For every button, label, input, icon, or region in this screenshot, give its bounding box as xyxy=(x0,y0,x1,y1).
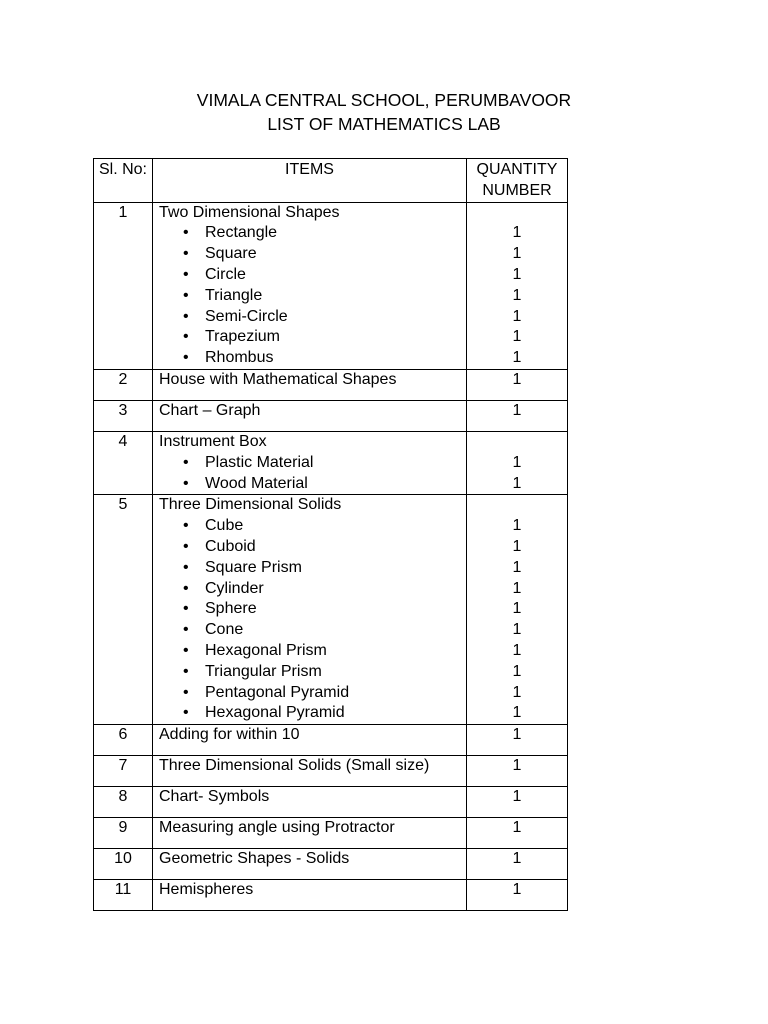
sub-item-name: Cylinder xyxy=(205,579,264,597)
table-row xyxy=(94,725,568,756)
sub-item-quantity: 1 xyxy=(512,474,522,492)
item-quantity: 1 xyxy=(512,881,522,899)
cell-item xyxy=(153,787,467,818)
cell-item xyxy=(153,369,467,400)
item-quantity: 1 xyxy=(512,757,522,775)
item-name: Instrument Box xyxy=(159,432,267,450)
sub-item xyxy=(159,453,466,474)
sub-item xyxy=(159,641,466,662)
math-lab-table xyxy=(93,158,568,911)
sub-item xyxy=(159,620,466,641)
sub-item-name: Triangle xyxy=(205,286,263,304)
sub-item-name: Cube xyxy=(205,517,244,535)
sub-item xyxy=(159,327,466,348)
table-header-row xyxy=(94,159,568,203)
sub-item xyxy=(159,662,466,683)
item-quantity: 1 xyxy=(512,850,522,868)
sub-item-name: Plastic Material xyxy=(205,453,314,471)
cell-item xyxy=(153,495,467,725)
cell-sl-no: 10 xyxy=(94,849,153,880)
sub-item-name: Cone xyxy=(205,621,244,639)
cell-item xyxy=(153,400,467,431)
table-row xyxy=(94,756,568,787)
sub-item xyxy=(159,244,466,265)
sub-item-name: Hexagonal Prism xyxy=(205,641,327,659)
cell-quantity xyxy=(467,725,568,756)
table-row xyxy=(94,369,568,400)
cell-sl-no: 6 xyxy=(94,725,153,756)
item-quantity: 1 xyxy=(512,401,522,419)
cell-quantity xyxy=(467,400,568,431)
item-name: Three Dimensional Solids (Small size) xyxy=(159,757,430,775)
bullet-icon: • xyxy=(183,286,189,304)
item-name: Chart – Graph xyxy=(159,401,261,419)
sub-item-name: Trapezium xyxy=(205,328,280,346)
header-items: ITEMS xyxy=(153,159,467,203)
cell-quantity xyxy=(467,818,568,849)
bullet-icon: • xyxy=(183,600,189,618)
item-name: Two Dimensional Shapes xyxy=(159,203,340,221)
sub-item-name: Wood Material xyxy=(205,474,308,492)
document-title: VIMALA CENTRAL SCHOOL, PERUMBAVOOR xyxy=(196,90,572,110)
sub-item-quantity: 1 xyxy=(512,600,522,618)
item-name: Geometric Shapes - Solids xyxy=(159,850,350,868)
sub-item-name: Sphere xyxy=(205,600,257,618)
sub-item-name: Cuboid xyxy=(205,537,256,555)
item-name: Hemispheres xyxy=(159,881,254,899)
qty-spacer xyxy=(467,432,567,453)
sub-item xyxy=(159,348,466,369)
table-row xyxy=(94,787,568,818)
cell-item xyxy=(153,725,467,756)
sub-item xyxy=(159,307,466,328)
cell-quantity xyxy=(467,202,568,369)
cell-sl-no: 2 xyxy=(94,369,153,400)
cell-quantity xyxy=(467,787,568,818)
cell-sl-no: 1 xyxy=(94,202,153,369)
sub-item-quantity: 1 xyxy=(512,328,522,346)
document-subtitle: LIST OF MATHEMATICS LAB xyxy=(267,114,501,134)
item-name: House with Mathematical Shapes xyxy=(159,370,397,388)
sub-item xyxy=(159,703,466,724)
table-row xyxy=(94,431,568,494)
cell-item xyxy=(153,202,467,369)
sub-item-name: Rectangle xyxy=(205,224,278,242)
bullet-icon: • xyxy=(183,265,189,283)
item-name: Three Dimensional Solids xyxy=(159,496,342,514)
cell-sl-no: 8 xyxy=(94,787,153,818)
sub-item-name: Rhombus xyxy=(205,349,274,367)
cell-item xyxy=(153,756,467,787)
sub-item xyxy=(159,599,466,620)
sub-item-name: Square Prism xyxy=(205,558,302,576)
sub-item-name: Square xyxy=(205,245,257,263)
item-quantity: 1 xyxy=(512,726,522,744)
sub-item xyxy=(159,223,466,244)
sub-item-quantity: 1 xyxy=(512,307,522,325)
sub-item xyxy=(159,537,466,558)
sub-item xyxy=(159,683,466,704)
sub-item-quantity: 1 xyxy=(512,558,522,576)
sub-item xyxy=(159,516,466,537)
cell-item xyxy=(153,849,467,880)
table-row xyxy=(94,849,568,880)
bullet-icon: • xyxy=(183,579,189,597)
sub-item-quantity: 1 xyxy=(512,683,522,701)
table-body xyxy=(94,202,568,911)
cell-item xyxy=(153,818,467,849)
cell-item xyxy=(153,880,467,911)
item-quantity: 1 xyxy=(512,819,522,837)
bullet-icon: • xyxy=(183,474,189,492)
bullet-icon: • xyxy=(183,621,189,639)
sub-item-quantity: 1 xyxy=(512,621,522,639)
cell-sl-no: 4 xyxy=(94,431,153,494)
cell-quantity xyxy=(467,849,568,880)
sub-item-quantity: 1 xyxy=(512,641,522,659)
sub-item-name: Triangular Prism xyxy=(205,662,322,680)
sub-item-quantity: 1 xyxy=(512,662,522,680)
item-quantity: 1 xyxy=(512,370,522,388)
table-row xyxy=(94,400,568,431)
sub-item-quantity: 1 xyxy=(512,224,522,242)
bullet-icon: • xyxy=(183,328,189,346)
bullet-icon: • xyxy=(183,537,189,555)
header-sl-no: Sl. No: xyxy=(94,159,153,203)
bullet-icon: • xyxy=(183,704,189,722)
sub-item-quantity: 1 xyxy=(512,265,522,283)
cell-quantity xyxy=(467,369,568,400)
sub-item xyxy=(159,286,466,307)
sub-item xyxy=(159,265,466,286)
bullet-icon: • xyxy=(183,558,189,576)
item-name: Chart- Symbols xyxy=(159,788,270,806)
header-quantity: QUANTITY NUMBER xyxy=(467,159,568,203)
sub-item-name: Semi-Circle xyxy=(205,307,288,325)
item-name: Adding for within 10 xyxy=(159,726,300,744)
table-row xyxy=(94,202,568,369)
bullet-icon: • xyxy=(183,307,189,325)
cell-quantity xyxy=(467,880,568,911)
qty-spacer xyxy=(467,495,567,516)
sub-item-quantity: 1 xyxy=(512,579,522,597)
cell-quantity xyxy=(467,756,568,787)
bullet-icon: • xyxy=(183,224,189,242)
sub-item xyxy=(159,474,466,495)
bullet-icon: • xyxy=(183,662,189,680)
cell-sl-no: 9 xyxy=(94,818,153,849)
sub-item-quantity: 1 xyxy=(512,245,522,263)
table-row xyxy=(94,495,568,725)
item-name: Measuring angle using Protractor xyxy=(159,819,395,837)
sub-item-name: Hexagonal Pyramid xyxy=(205,704,345,722)
cell-quantity xyxy=(467,495,568,725)
cell-sl-no: 7 xyxy=(94,756,153,787)
sub-item-quantity: 1 xyxy=(512,453,522,471)
cell-sl-no: 11 xyxy=(94,880,153,911)
bullet-icon: • xyxy=(183,683,189,701)
sub-item-quantity: 1 xyxy=(512,517,522,535)
table-row xyxy=(94,880,568,911)
item-quantity: 1 xyxy=(512,788,522,806)
sub-item-quantity: 1 xyxy=(512,349,522,367)
sub-item xyxy=(159,579,466,600)
table-row xyxy=(94,818,568,849)
sub-item xyxy=(159,558,466,579)
bullet-icon: • xyxy=(183,349,189,367)
bullet-icon: • xyxy=(183,453,189,471)
bullet-icon: • xyxy=(183,517,189,535)
sub-item-quantity: 1 xyxy=(512,704,522,722)
cell-sl-no: 3 xyxy=(94,400,153,431)
bullet-icon: • xyxy=(183,641,189,659)
sub-item-quantity: 1 xyxy=(512,537,522,555)
cell-item xyxy=(153,431,467,494)
sub-item-name: Pentagonal Pyramid xyxy=(205,683,350,701)
cell-sl-no: 5 xyxy=(94,495,153,725)
qty-spacer xyxy=(467,203,567,224)
sub-item-quantity: 1 xyxy=(512,286,522,304)
cell-quantity xyxy=(467,431,568,494)
bullet-icon: • xyxy=(183,245,189,263)
sub-item-name: Circle xyxy=(205,265,246,283)
